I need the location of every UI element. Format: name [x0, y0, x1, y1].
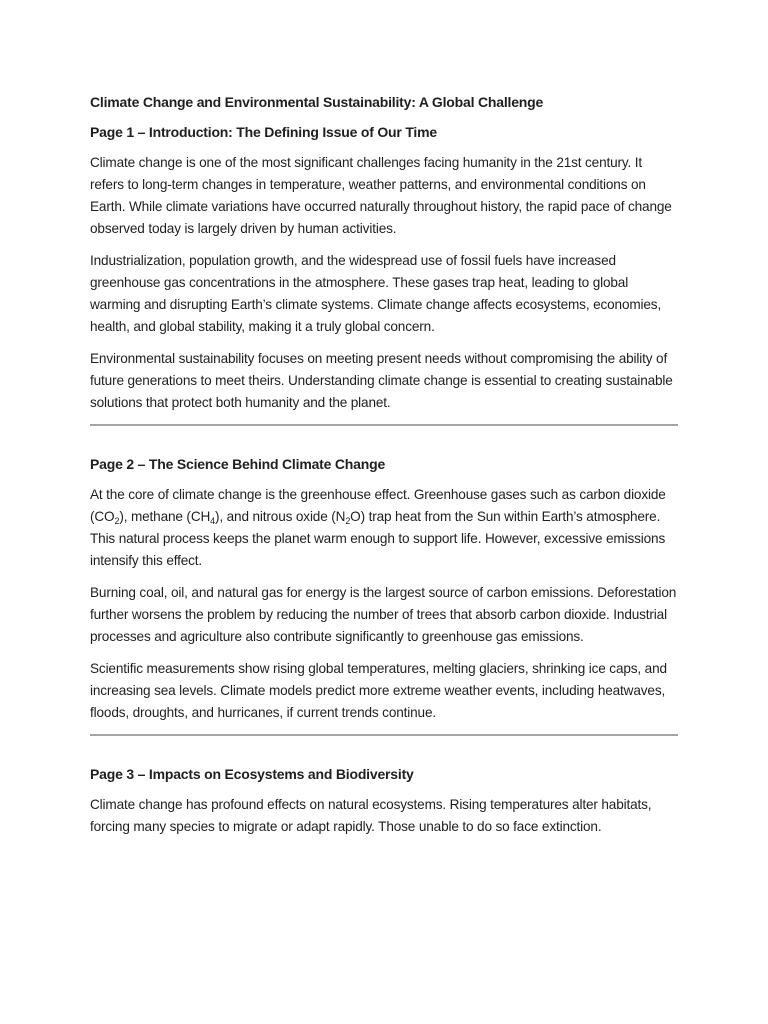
text-run: ), and nitrous oxide (N — [215, 509, 346, 524]
section-divider — [90, 734, 678, 736]
document-body — [90, 92, 678, 848]
paragraph: Climate change has profound effects on natural ecosystems. Rising temperatures alter habitats, forcing many species to migrate or adapt rapidly. Those unable to do so face extinction. — [90, 797, 652, 834]
section-divider — [90, 424, 678, 426]
text-run: ), methane (CH — [119, 509, 211, 524]
paragraph: Burning coal, oil, and natural gas for energy is the largest source of carbon emissions. Deforestation further worsens the problem by reducing the number of trees that absorb carbon dioxide. Industrial processes and agriculture also contribute significantly to greenhouse gas emissions. — [90, 585, 677, 644]
paragraph: Environmental sustainability focuses on meeting present needs without compromising the ability of future generations to meet theirs. Understanding climate change is essential to creating sustainable solutions that protect both humanity and the planet. — [90, 351, 673, 410]
paragraph: Industrialization, population growth, and the widespread use of fossil fuels have increased greenhouse gas concentrations in the atmosphere. These gases trap heat, leading to global warming and disrupting Earth’s climate systems. Climate change affects ecosystems, economies, health, and global stability, making it a truly global concern. — [90, 253, 662, 334]
section-heading: Page 2 – The Science Behind Climate Change — [90, 456, 386, 472]
subscript: 2 — [345, 516, 351, 526]
paragraph-with-formulas — [90, 484, 678, 572]
section-heading: Page 1 – Introduction: The Defining Issue of Our Time — [90, 124, 437, 140]
section-page-1 — [90, 122, 678, 414]
section-heading: Page 3 – Impacts on Ecosystems and Biodiversity — [90, 766, 414, 782]
paragraph: Climate change is one of the most significant challenges facing humanity in the 21st century. It refers to long-term changes in temperature, weather patterns, and environmental conditions on Earth. While climate variations have occurred naturally throughout history, the rapid pace of change observed today is largely driven by human activities. — [90, 155, 672, 236]
section-page-3 — [90, 764, 678, 838]
subscript: 2 — [114, 516, 120, 526]
subscript: 4 — [210, 516, 216, 526]
text-run: At the core of climate change is the greenhouse effect. Greenhouse gases such as carbon dioxide (CO — [90, 487, 666, 524]
text-run: O) trap heat from the Sun within Earth’s atmosphere. This natural process keeps the planet warm enough to support life. However, excessive emissions intensify this effect. — [90, 509, 666, 568]
paragraph: Scientific measurements show rising global temperatures, melting glaciers, shrinking ice caps, and increasing sea levels. Climate models predict more extreme weather events, including heatwaves, floods, droughts, and hurricanes, if current trends continue. — [90, 661, 667, 720]
document-title: Climate Change and Environmental Sustainability: A Global Challenge — [90, 94, 544, 110]
section-page-2 — [90, 454, 678, 724]
